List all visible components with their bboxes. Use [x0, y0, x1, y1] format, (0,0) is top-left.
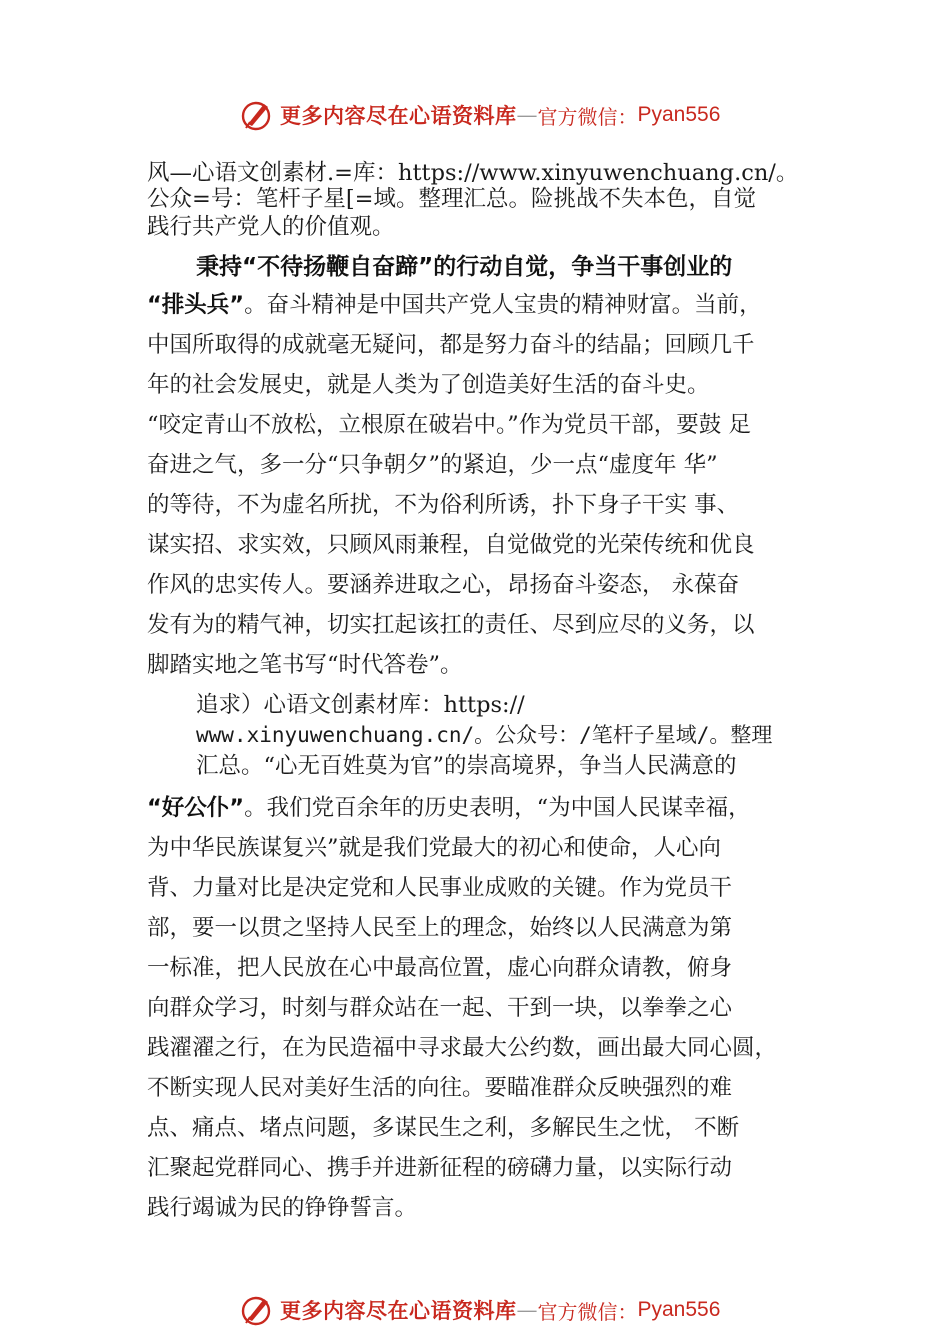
text-line: 汇聚起党群同心、携手并进新征程的磅礴力量，以实际行动	[147, 1155, 733, 1181]
text-line: 奋进之气，多一分“只争朝夕”的紧迫，少一点“虚度年 华”	[147, 452, 718, 478]
text-segment: 。奋斗精神是中国共产党人宝贵的精神财富。当前，	[244, 292, 762, 318]
text-line: 风—心语文创素材.=库：https://www.xinyuwenchuang.cn/。	[147, 160, 799, 186]
text-line: 发有为的精气神，切实扛起该扛的责任、尽到应尽的义务，以	[147, 612, 755, 638]
text-line: 背、力量对比是决定党和人民事业成败的关键。作为党员干	[147, 875, 733, 901]
text-line: 点、痛点、堵点问题，多谋民生之利，多解民生之忧， 不断	[147, 1115, 740, 1141]
quill-logo-icon	[240, 98, 274, 132]
banner-title: 更多内容尽在心语资料库	[280, 103, 517, 128]
text-line: 践濯濯之行，在为民造福中寻求最大公约数，画出最大同心圆，	[147, 1035, 778, 1061]
section-heading: 秉持“不待扬鞭自奋蹄”的行动自觉，争当干事创业的	[196, 254, 733, 280]
text-line: 践行共产党人的价值观。	[147, 214, 395, 240]
text-line: 向群众学习，时刻与群众站在一起、干到一块，以拳拳之心	[147, 995, 733, 1021]
text-line: 践行竭诚为民的铮铮誓言。	[147, 1195, 418, 1221]
text-line: www.xinyuwenchuang.cn/。公众号：/笔杆子星域/。整理	[196, 723, 773, 747]
text-line: 脚踏实地之笔书写“时代答卷”。	[147, 652, 463, 678]
text-line: 一标准，把人民放在心中最高位置，虚心向群众请教，俯身	[147, 955, 733, 981]
banner-separator: —	[516, 103, 538, 127]
text-line: 部，要一以贯之坚持人民至上的理念，始终以人民满意为第	[147, 915, 733, 941]
text-line: 的等待，不为虚名所扰，不为俗利所诱，扑下身子干实 事、	[147, 492, 740, 518]
banner-wechat-id: Pyan556	[637, 1298, 721, 1321]
banner-wechat-label: 官方微信：	[537, 104, 638, 129]
banner-title: 更多内容尽在心语资料库	[280, 1298, 517, 1323]
text-line: 中国所取得的成就毫无疑问，都是努力奋斗的结晶；回顾几千	[147, 332, 755, 358]
text-line	[147, 793, 751, 823]
text-line: 为中华民族谋复兴”就是我们党最大的初心和使命，人心向	[147, 835, 722, 861]
text-line: 公众=号：笔杆子星[=域。整理汇总。险挑战不失本色，自觉	[147, 186, 756, 212]
text-line: 不断实现人民对美好生活的向往。要瞄准群众反映强烈的难	[147, 1075, 733, 1101]
header-banner	[240, 95, 720, 135]
text-line: 作风的忠实传人。要涵养进取之心，昂扬奋斗姿态， 永葆奋	[147, 572, 740, 598]
text-line: 谋实招、求实效，只顾风雨兼程，自觉做党的光荣传统和优良	[147, 532, 755, 558]
text-line: 汇总。“心无百姓莫为官”的崇高境界，争当人民满意的	[196, 753, 737, 779]
text-line: “咬定青山不放松，立根原在破岩中。”作为党员干部，要鼓 足	[147, 412, 751, 438]
quill-logo-icon	[240, 1293, 274, 1327]
banner-wechat-label: 官方微信：	[537, 1299, 638, 1324]
heading-continuation: “好公仆”	[147, 795, 245, 821]
text-line: 追求）心语文创素材库：https://	[196, 692, 525, 718]
text-line	[147, 290, 762, 320]
footer-banner	[240, 1290, 720, 1330]
banner-wechat-id: Pyan556	[637, 103, 721, 126]
text-line: 年的社会发展史，就是人类为了创造美好生活的奋斗史。	[147, 372, 710, 398]
banner-separator: —	[516, 1298, 538, 1322]
text-segment: 。我们党百余年的历史表明，“为中国人民谋幸福，	[244, 795, 751, 821]
heading-continuation: “排头兵”	[147, 292, 245, 318]
